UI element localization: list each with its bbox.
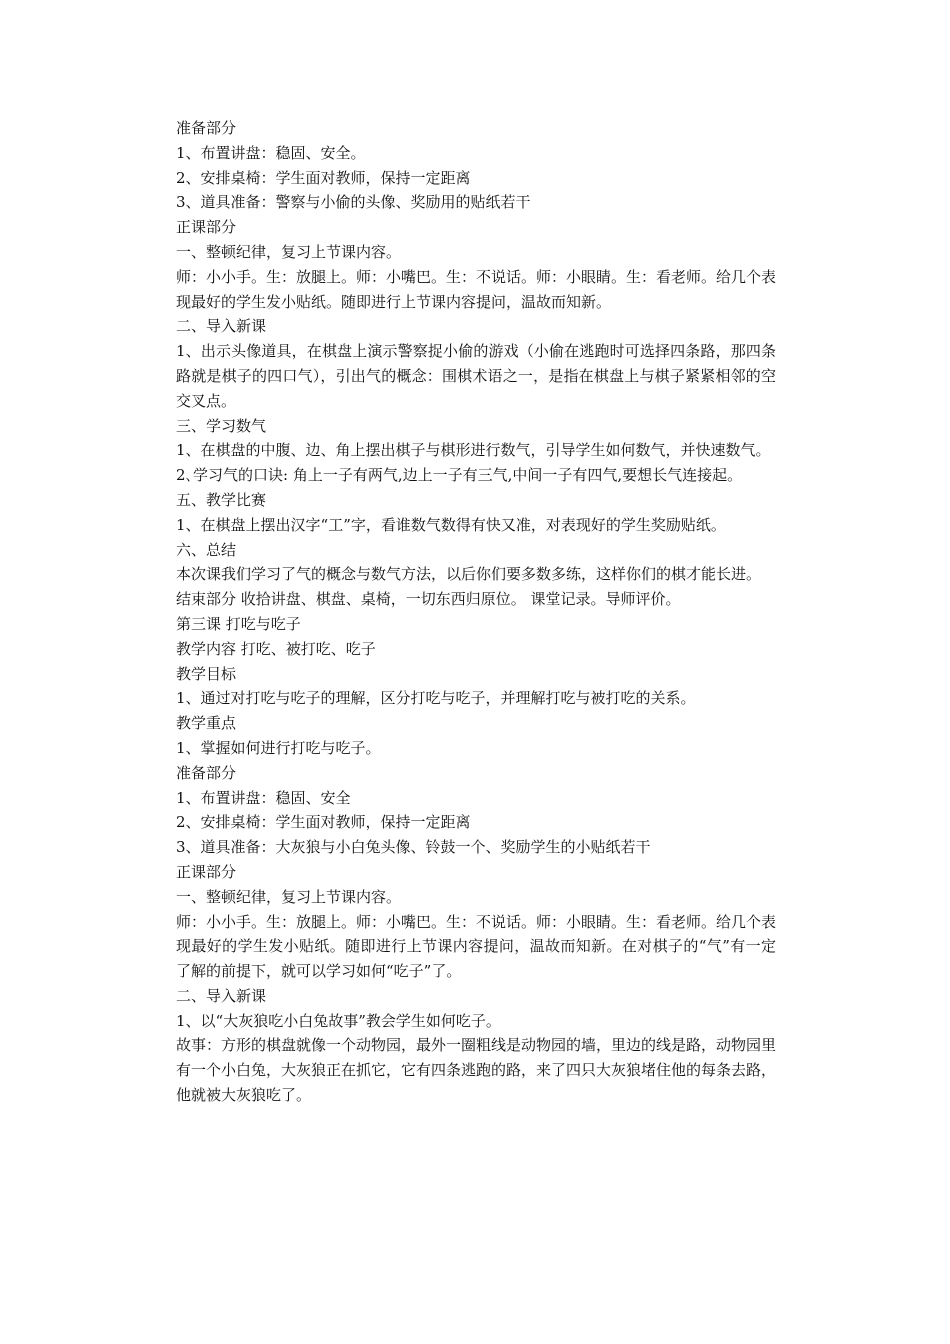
body-paragraph: 结束部分 收拾讲盘、棋盘、桌椅，一切东西归原位。 课堂记录。导师评价。 [176, 590, 681, 609]
body-paragraph: 2､学习气的口诀: 角上一子有两气,边上一子有三气,中间一子有四气,要想长气连接起。 [176, 466, 743, 485]
body-paragraph: 1、在棋盘的中腹、边、角上摆出棋子与棋形进行数气，引导学生如何数气，并快速数气。 [176, 441, 771, 460]
body-paragraph: 1、掌握如何进行打吃与吃子。 [176, 738, 381, 757]
section-heading: 正课部分 [176, 218, 237, 237]
subsection-heading: 六、总结 [176, 540, 237, 559]
section-heading: 正课部分 [176, 862, 237, 881]
lesson-title: 第三课 打吃与吃子 [176, 614, 301, 633]
subsection-heading: 五、教学比赛 [176, 490, 267, 509]
body-paragraph: 师：小小手。生：放腿上。师：小嘴巴。生：不说话。师：小眼睛。生：看老师。给几个表现最好的学生发小贴纸。随即进行上节课内容提问，温故而知新。在对棋子的“气”有一定了解的前提下，就可以学习如何“吃子”了。 [176, 912, 777, 981]
list-item: 1、布置讲盘：稳固、安全。 [176, 143, 366, 162]
body-paragraph: 1、在棋盘上摆出汉字“工”字，看谁数气数得有快又准，对表现好的学生奖励贴纸。 [176, 515, 726, 534]
body-paragraph: 本次课我们学习了气的概念与数气方法，以后你们要多数多练，这样你们的棋才能长进。 [176, 565, 762, 584]
body-paragraph: 1、通过对打吃与吃子的理解，区分打吃与吃子，并理解打吃与被打吃的关系。 [176, 689, 696, 708]
document-body [176, 116, 776, 1108]
section-heading: 教学重点 [176, 714, 237, 733]
body-paragraph: 师：小小手。生：放腿上。师：小嘴巴。生：不说话。师：小眼睛。生：看老师。给几个表现最好的学生发小贴纸。随即进行上节课内容提问，温故而知新。 [176, 267, 777, 311]
body-paragraph: 1、以“大灰狼吃小白兔故事”教会学生如何吃子。 [176, 1011, 501, 1030]
body-paragraph: 教学内容 打吃、被打吃、吃子 [176, 639, 376, 658]
list-item: 1、布置讲盘：稳固、安全 [176, 788, 351, 807]
section-heading: 教学目标 [176, 664, 237, 683]
body-paragraph: 故事：方形的棋盘就像一个动物园，最外一圈粗线是动物园的墙，里边的线是路，动物园里有一个小白兔，大灰狼正在抓它，它有四条逃跑的路，来了四只大灰狼堵住他的每条去路，他就被大灰狼吃了。 [176, 1036, 777, 1105]
subsection-heading: 一、整顿纪律，复习上节课内容。 [176, 242, 402, 261]
subsection-heading: 二、导入新课 [176, 317, 267, 336]
subsection-heading: 一、整顿纪律，复习上节课内容。 [176, 887, 402, 906]
section-heading: 准备部分 [176, 763, 237, 782]
list-item: 3、道具准备：警察与小偷的头像、奖励用的贴纸若干 [176, 193, 531, 212]
subsection-heading: 三、学习数气 [176, 416, 267, 435]
subsection-heading: 二、导入新课 [176, 986, 267, 1005]
list-item: 3、道具准备：大灰狼与小白兔头像、铃鼓一个、奖励学生的小贴纸若干 [176, 838, 651, 857]
body-paragraph: 1、出示头像道具，在棋盘上演示警察捉小偷的游戏（小偷在逃跑时可选择四条路，那四条路就是棋子的四口气），引出气的概念：围棋术语之一，是指在棋盘上与棋子紧紧相邻的空交叉点。 [176, 342, 776, 410]
list-item: 2、安排桌椅：学生面对教师，保持一定距离 [176, 813, 471, 832]
section-heading: 准备部分 [176, 119, 237, 137]
list-item: 2、安排桌椅：学生面对教师，保持一定距离 [176, 168, 471, 187]
